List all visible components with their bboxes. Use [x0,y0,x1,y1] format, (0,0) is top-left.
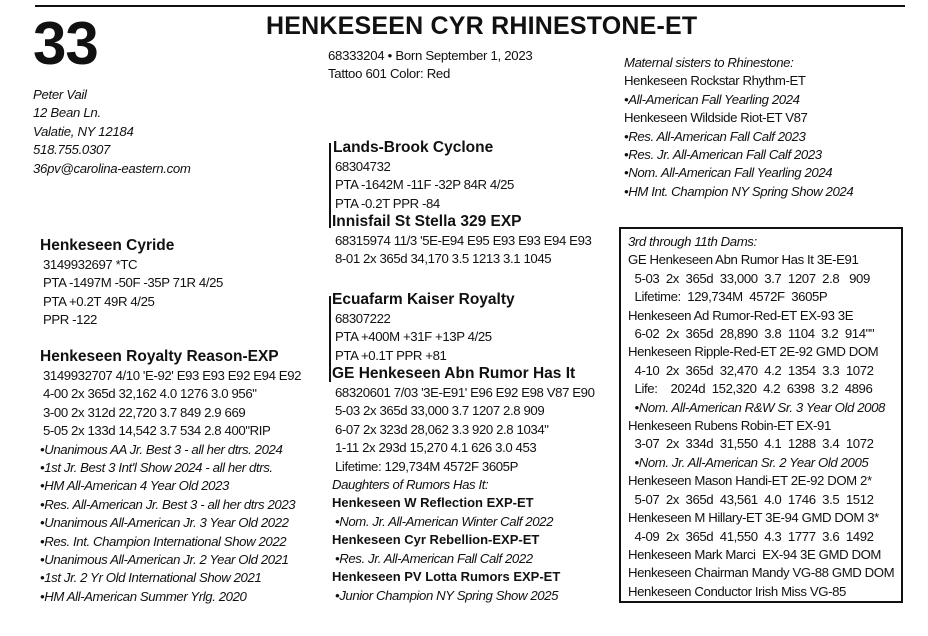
dam-ancestry-line: Lifetime: 129,734M 4572F 3605P [628,289,828,305]
dam-ancestry-line: Henkeseen Ad Rumor-Red-ET EX-93 3E [628,307,854,323]
maternal-sister-line: •Res. Jr. All-American Fall Calf 2023 [624,147,822,163]
dam-ancestry-line: •Nom. All-American R&W Sr. 3 Year Old 2008 [628,399,885,415]
dam-ancestry-line: 4-10 2x 365d 32,470 4.2 1354 3.3 1072 [628,362,874,378]
dam-honor: •Res. Int. Champion International Show 2022 [40,533,287,549]
dam-ancestry-line: Henkeseen Mark Marci EX-94 3E GMD DOM [628,546,882,562]
sire-sire-reg: 68304732 [335,159,391,174]
daughter-honor: •Res. Jr. All-American Fall Calf 2022 [335,551,533,567]
dams-list [628,251,894,601]
sire-sire-block [333,138,514,213]
sire-sire-name: Lands-Brook Cyclone [333,139,494,156]
dam-name: Henkeseen Royalty Reason-EXP [40,348,279,365]
consignor-block [33,86,191,178]
dam-dam-lifetime: Lifetime: 129,734M 4572F 3605P [335,458,519,474]
dam-ancestry-line: Henkeseen Conductor Irish Miss VG-85 [628,583,846,599]
dam-ancestry-line: GE Henkeseen Abn Rumor Has It 3E-E91 [628,252,859,268]
dam-honor: •Res. All-American Jr. Best 3 - all her dtrs 2023 [40,496,296,512]
dam-ancestry-line: 4-09 2x 365d 41,550 4.3 1777 3.6 1492 [628,528,874,544]
sire-reg: 3149932697 *TC [43,257,138,272]
sire-dam-block [332,212,591,269]
sire-sire-pta-1: PTA -1642M -11F -32P 84R 4/25 [335,177,514,193]
dam-dam-record-3: 1-11 2x 293d 15,270 4.1 626 3.0 453 [335,440,537,456]
daughter-honor: •Nom. Jr. All-American Winter Calf 2022 [335,514,554,530]
maternal-sisters-list [624,72,853,201]
tattoo-line: Tattoo 601 Color: Red [328,66,450,81]
maternal-sisters-block [624,54,853,201]
dam-sire-reg: 68307222 [335,311,391,326]
dam-ancestry-line: Life: 2024d 152,320 4.2 6398 3.2 4896 [628,381,873,397]
dam-sire-pta-2: PTA +0.1T PPR +81 [335,347,447,363]
dam-record-1: 4-00 2x 365d 32,162 4.0 1276 3.0 956" [43,386,257,402]
maternal-sister-line: Henkeseen Rockstar Rhythm-ET [624,73,806,89]
dam-reg: 3149932707 4/10 'E-92' E93 E93 E92 E94 E92 [43,368,302,383]
sire-name: Henkeseen Cyride [40,237,175,254]
sire-pta-2: PTA +0.2T 49R 4/25 [43,293,155,309]
dam-ancestry-line: 6-02 2x 365d 28,890 3.8 1104 3.2 914"" [628,326,875,342]
dams-box [619,227,903,603]
maternal-sister-line: •HM Int. Champion NY Spring Show 2024 [624,183,854,199]
daughter-name: Henkeseen Cyr Rebellion-EXP-ET [332,532,540,548]
maternal-sister-line: •Res. All-American Fall Calf 2023 [624,128,806,144]
dam-dam-name: GE Henkeseen Abn Rumor Has It [332,365,576,382]
consignor-email[interactable]: 36pv@carolina-eastern.com [33,160,191,176]
sire-pta-1: PTA -1497M -50F -35P 71R 4/25 [43,275,223,291]
dam-ancestry-line: Henkeseen Ripple-Red-ET 2E-92 GMD DOM [628,344,879,360]
sire-sire-pta-2: PTA -0.2T PPR -84 [335,195,440,211]
dam-bracket-line [329,296,331,382]
dam-dam-reg: 68320601 7/03 '3E-E91' E96 E92 E98 V87 E90 [335,385,595,400]
consignor-phone: 518.755.0307 [33,142,111,158]
consignor-address: 12 Bean Ln. [33,105,101,121]
dam-ancestry-line: Henkeseen Chairman Mandy VG-88 GMD DOM [628,565,895,581]
dam-record-2: 3-00 2x 312d 22,720 3.7 849 2.9 669 [43,404,246,420]
animal-name: HENKESEEN CYR RHINESTONE-ET [266,12,698,40]
maternal-sister-line: •Nom. All-American Fall Yearling 2024 [624,165,833,181]
registration-line: 68333204 • Born September 1, 2023 [328,48,533,63]
maternal-sister-line: •All-American Fall Yearling 2024 [624,91,800,107]
dam-honor: •Unanimous All-American Jr. 3 Year Old 2022 [40,515,289,531]
dams-box-heading: 3rd through 11th Dams: [628,234,757,249]
dam-honor: •HM All-American 4 Year Old 2023 [40,478,229,494]
sire-ppr: PPR -122 [43,312,97,328]
maternal-sisters-heading: Maternal sisters to Rhinestone: [624,55,794,70]
dam-dam-block [332,364,595,605]
dam-ancestry-line: Henkeseen M Hillary-ET 3E-94 GMD DOM 3* [628,510,879,526]
dam-ancestry-line: 5-07 2x 365d 43,561 4.0 1746 3.5 1512 [628,491,874,507]
daughter-name: Henkeseen W Reflection EXP-ET [332,495,534,511]
maternal-sister-line: Henkeseen Wildside Riot-ET V87 [624,110,808,126]
dam-honor: •1st Jr. 2 Yr Old International Show 2021 [40,570,262,586]
dam-ancestry-line: •Nom. Jr. All-American Sr. 2 Year Old 2005 [628,454,869,470]
sire-dam-reg: 68315974 11/3 '5E-E94 E95 E93 E93 E94 E93 [335,233,592,248]
dam-record-3: 5-05 2x 133d 14,542 3.7 534 2.8 400"RIP [43,423,271,439]
sire-dam-record: 8-01 2x 365d 34,170 3.5 1213 3.1 1045 [335,251,552,267]
dam-honor: •Unanimous All-American Jr. 2 Year Old 2021 [40,552,289,568]
sire-block [40,236,223,330]
dam-ancestry-line: 5-03 2x 365d 33,000 3.7 1207 2.8 909 [628,270,870,286]
dam-sire-block [332,290,515,365]
dam-ancestry-line: Henkeseen Rubens Robin-ET EX-91 [628,418,831,434]
sire-dam-name: Innisfail St Stella 329 EXP [332,213,522,230]
dam-ancestry-line: 3-07 2x 334d 31,550 4.1 1288 3.4 1072 [628,436,874,452]
dam-ancestry-line: Henkeseen Mason Handi-ET 2E-92 DOM 2* [628,473,872,489]
lot-number: 33 [33,10,98,77]
top-rule [35,5,905,7]
consignor-name: Peter Vail [33,87,87,102]
dam-honor: •1st Jr. Best 3 Int'l Show 2024 - all her dtrs. [40,460,273,476]
dam-dam-record-2: 6-07 2x 323d 28,062 3.3 920 2.8 1034" [335,421,549,437]
dam-sire-name: Ecuafarm Kaiser Royalty [332,291,515,308]
dam-honor: •Unanimous AA Jr. Best 3 - all her dtrs. 2024 [40,441,283,457]
sire-bracket-line [329,143,331,228]
daughter-name: Henkeseen PV Lotta Rumors EXP-ET [332,569,561,585]
dam-sire-pta-1: PTA +400M +31F +13P 4/25 [335,329,492,345]
dam-honor: •HM All-American Summer Yrlg. 2020 [40,588,247,604]
daughter-honor: •Junior Champion NY Spring Show 2025 [335,588,559,604]
dam-block [40,347,301,606]
consignor-city: Valatie, NY 12184 [33,123,134,139]
daughters-heading: Daughters of Rumors Has It: [332,477,489,493]
dam-dam-record-1: 5-03 2x 365d 33,000 3.7 1207 2.8 909 [335,403,545,419]
